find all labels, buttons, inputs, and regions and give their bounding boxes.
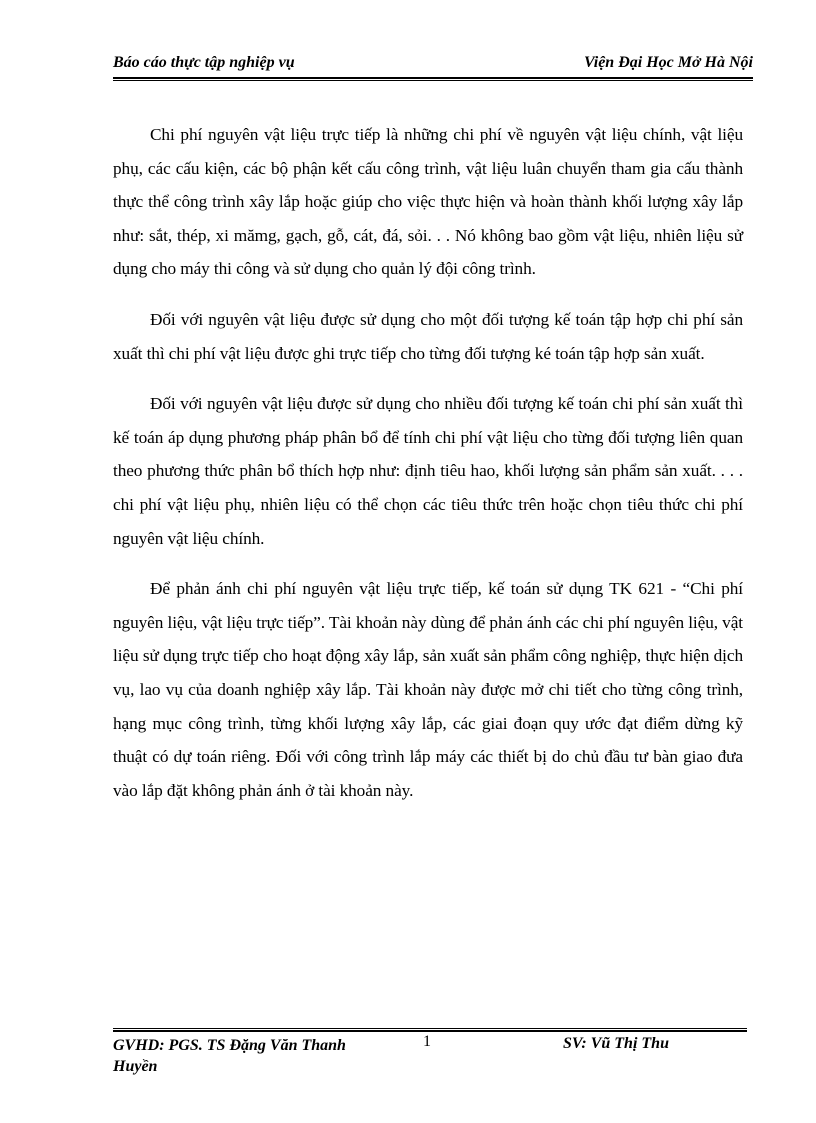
footer-supervisor: GVHD: PGS. TS Đặng Văn Thanh Huyền xyxy=(113,1037,346,1075)
footer-student: SV: Vũ Thị Thu xyxy=(563,1035,669,1052)
page-number: 1 xyxy=(423,1033,431,1050)
paragraph-3: Đối với nguyên vật liệu được sử dụng cho nhiều đối tượng kế toán chi phí sản xuất thì kế toán áp dụng phương pháp phân bổ để tính chi phí vật liệu cho từng đối tượng liên quan theo phương thức phân bổ thích hợp như: định tiêu hao, khối lượng sản phẩm sản xuất. . . . chi phí vật liệu phụ, nhiên liệu có thể chọn các tiêu thức trên hoặc chọn tiêu thức chi phí nguyên vật liệu chính. xyxy=(113,394,743,548)
document-body xyxy=(113,118,743,824)
header-report-title: Báo cáo thực tập nghiệp vụ xyxy=(113,54,295,71)
header-divider xyxy=(113,77,753,81)
page-header xyxy=(113,50,753,74)
paragraph-4: Để phản ánh chi phí nguyên vật liệu trực tiếp, kế toán sử dụng TK 621 - “Chi phí nguyên liệu, vật liệu trực tiếp”. Tài khoản này dùng để phản ánh các chi phí nguyên liệu, vật liệu sử dụng trực tiếp cho hoạt động xây lắp, sản xuất sản phẩm công nghiệp, thực hiện dịch vụ, lao vụ của doanh nghiệp xây lắp. Tài khoản này được mở chi tiết cho từng công trình, hạng mục công trình, từng khối lượng xây lắp, các giai đoạn quy ước đạt điểm dừng kỹ thuật có dự toán riêng. Đối với công trình lắp máy các thiết bị do chủ đầu tư bàn giao đưa vào lắp đặt không phản ánh ở tài khoản này. xyxy=(113,579,743,800)
header-institution: Viện Đại Học Mở Hà Nội xyxy=(583,54,753,71)
paragraph-2: Đối với nguyên vật liệu được sử dụng cho một đối tượng kế toán tập hợp chi phí sản xuất thì chi phí vật liệu được ghi trực tiếp cho từng đối tượng ké toán tập hợp sản xuất. xyxy=(113,309,743,363)
footer-divider xyxy=(113,1028,747,1032)
paragraph-1: Chi phí nguyên vật liệu trực tiếp là những chi phí về nguyên vật liệu chính, vật liệu phụ, các cấu kiện, các bộ phận kết cấu công trình, vật liệu luân chuyển tham gia cấu thành thực thể công trình xây lắp hoặc giúp cho việc thực hiện và hoàn thành khối lượng xây lắp như: sắt, thép, xi mămg, gạch, gỗ, cát, đá, sỏi. . . Nó không bao gồm vật liệu, nhiên liệu sử dụng cho máy thi công và sử dụng cho quản lý đội công trình. xyxy=(113,125,743,279)
